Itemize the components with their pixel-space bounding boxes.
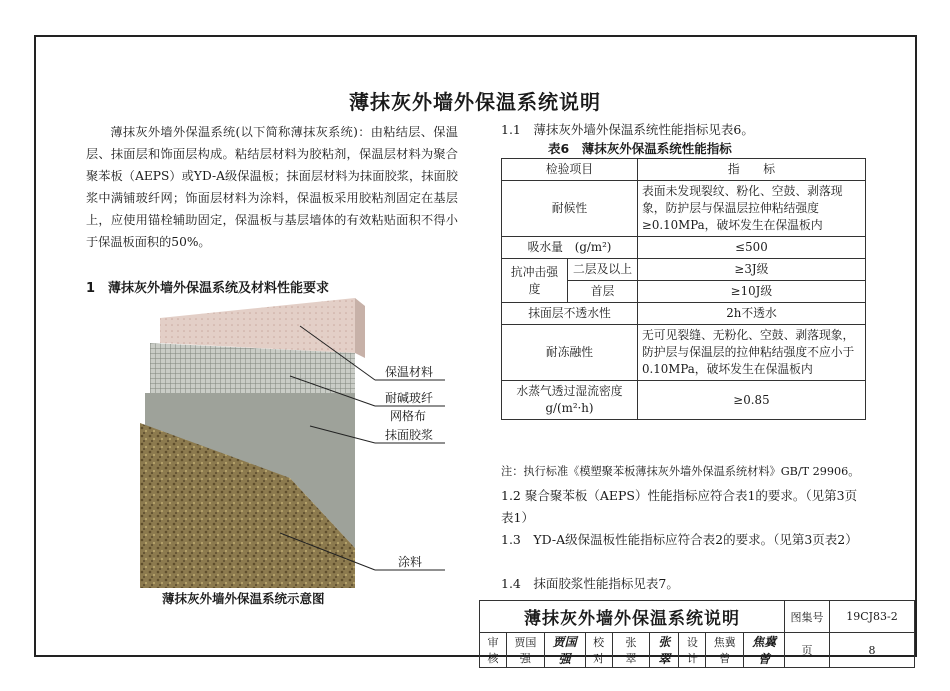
row-vapor-item-line2: g/(m²·h): [545, 401, 594, 415]
row-vapor-item: [502, 381, 638, 420]
title-block: [479, 600, 915, 668]
page-number: 8: [830, 633, 915, 668]
item-1-2: 1.2 聚合聚苯板（AEPS）性能指标应符合表1的要求。（见第3页表1）: [501, 488, 858, 525]
row-impact-val2: ≥10J级: [638, 281, 866, 303]
row-water-value: ≤500: [638, 237, 866, 259]
page-title: 薄抹灰外墙外保温系统说明: [349, 90, 601, 114]
header-index: 指 标: [638, 159, 866, 181]
row-impact-sub1: 二层及以上: [568, 259, 638, 281]
label-insulation: 保温材料: [385, 365, 434, 379]
titleblock-title: 薄抹灰外墙外保温系统说明: [480, 601, 785, 633]
row-vapor-item-line1: 水蒸气透过湿流密度: [516, 384, 623, 398]
label-render: 抹面胶浆: [385, 428, 434, 442]
design-name: 焦冀曾: [706, 633, 744, 668]
row-freeze-item: 耐冻融性: [502, 325, 638, 381]
row-imperm-item: 抹面层不透水性: [502, 303, 638, 325]
review-name: 贾国强: [506, 633, 544, 668]
label-mesh-1: 耐碱玻纤: [385, 391, 434, 405]
label-coating: 涂料: [398, 555, 423, 569]
standard-note: 注：执行标准《模塑聚苯板薄抹灰外墙外保温系统材料》GB/T 29906。: [501, 465, 860, 478]
design-label: 设计: [679, 633, 706, 668]
check-label: 校对: [585, 633, 612, 668]
item-1-3: 1.3 YD-A级保温板性能指标应符合表2的要求。（见第3页表2）: [501, 532, 858, 547]
row-freeze-value: 无可见裂缝、无粉化、空鼓、剥落现象，防护层与保温层的拉伸粘结强度不应小于0.10MPa，破坏发生在保温板内: [638, 325, 866, 381]
atlas-number: 19CJ83-2: [830, 601, 915, 633]
row-weather-value: 表面未发现裂纹、粉化、空鼓、剥落现象，防护层与保温层拉伸粘结强度≥0.10MPa，破坏发生在保温板内: [638, 181, 866, 237]
review-label: 审核: [480, 633, 507, 668]
design-signature: 焦冀曾: [744, 633, 785, 668]
intro-paragraph: 薄抹灰外墙外保温系统(以下简称薄抹灰系统)：由粘结层、保温层、抹面层和饰面层构成。粘结层材料为胶粘剂，保温层材料为聚合聚苯板（AEPS）或YD-A级保温板；抹面层材料为抹面胶浆，抹面胶浆中满铺玻纤网；饰面层材料为涂料，保温板采用胶粘剂固定在基层上，应使用锚栓辅助固定，保温板与基层墙体的有效粘贴面积不得小于保温板面积的50%。: [86, 125, 458, 249]
item-1-4: 1.4 抹面胶浆性能指标见表7。: [501, 576, 679, 591]
row-vapor-value: ≥0.85: [638, 381, 866, 420]
insulation-system-diagram: [140, 298, 450, 588]
row-impact-val1: ≥3J级: [638, 259, 866, 281]
row-impact-item: 抗冲击强度: [502, 259, 568, 303]
label-mesh-2: 网格布: [390, 409, 427, 423]
table-6-caption: 表6 薄抹灰外保温系统性能指标: [548, 141, 732, 156]
row-weather-item: 耐候性: [502, 181, 638, 237]
page-label: 页: [785, 633, 830, 668]
diagram-caption: 薄抹灰外墙外保温系统示意图: [162, 591, 325, 606]
row-imperm-value: 2h不透水: [638, 303, 866, 325]
check-signature: 张翠: [650, 633, 679, 668]
item-1-1: 1.1 薄抹灰外墙外保温系统性能指标见表6。: [501, 122, 754, 137]
section-1-heading: 1 薄抹灰外墙外保温系统及材料性能要求: [86, 281, 330, 296]
header-item: 检验项目: [502, 159, 638, 181]
row-impact-sub2: 首层: [568, 281, 638, 303]
atlas-label: 图集号: [785, 601, 830, 633]
review-signature: 贾国强: [544, 633, 585, 668]
row-water-item: 吸水量 (g/m²): [502, 237, 638, 259]
check-name: 张 翠: [612, 633, 650, 668]
table-6: [501, 158, 866, 420]
